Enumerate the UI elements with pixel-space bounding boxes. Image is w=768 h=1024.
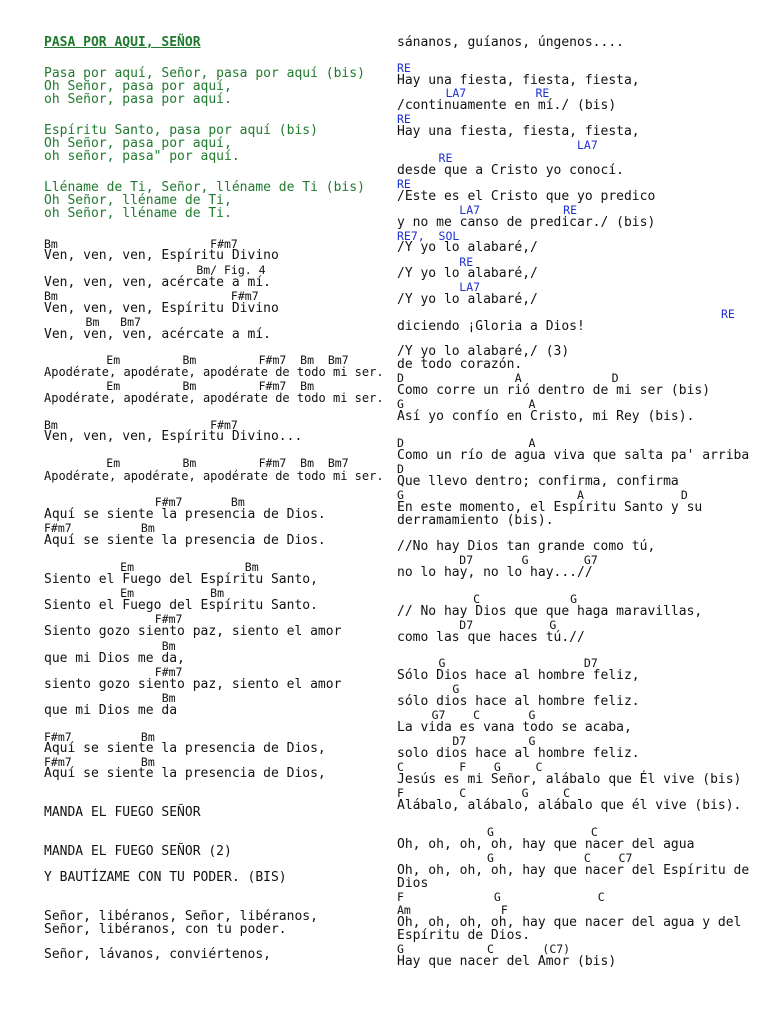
chord-line: D7 G: [397, 618, 557, 632]
chord-line: G C: [397, 825, 598, 839]
lyric-line: no lo hay, no lo hay...//: [397, 565, 593, 580]
chord-line: Bm: [44, 639, 176, 653]
chord-line: Am F: [397, 903, 508, 917]
chord-line: F#m7 Bm: [44, 495, 245, 509]
chord-line: Em Bm F#m7 Bm Bm7: [44, 456, 349, 470]
section-heading: MANDA EL FUEGO SEÑOR: [44, 805, 201, 820]
lyric-line: Sólo Dios hace al hombre feliz,: [397, 668, 640, 683]
chord-line: Em Bm: [44, 560, 259, 574]
lyric-line: Como corre un rió dentro de mi ser (bis): [397, 383, 711, 398]
chord-line: Bm Bm7: [44, 315, 141, 329]
section-heading: Y BAUTÍZAME CON TU PODER. (BIS): [44, 870, 287, 885]
chord-line: RE: [721, 307, 735, 321]
lyric-line: Ven, ven, ven, acércate a mí.: [44, 327, 271, 342]
lyric-line: /Y yo lo alabaré,/: [397, 266, 538, 281]
chord-line: F G C: [397, 890, 605, 904]
lyric-line: oh señor, pasa" por aquí.: [44, 149, 240, 164]
chord-line: Bm F#m7: [44, 418, 238, 432]
lyric-line: // No hay Dios que que haga maravillas,: [397, 604, 703, 619]
lyric-line: Hay una fiesta, fiesta, fiesta,: [397, 124, 640, 139]
lyric-line: Oh Señor, pasa por aquí,: [44, 136, 232, 151]
chord-line: RE: [397, 151, 453, 165]
lyric-line: Apodérate, apodérate, apodérate de todo mi ser.: [44, 391, 384, 405]
lyric-line: Espíritu Santo, pasa por aquí (bis): [44, 123, 318, 138]
lyric-line: En este momento, el Espíritu Santo y su: [397, 500, 703, 515]
chord-line: F C G C: [397, 786, 571, 800]
lyric-line: Ven, ven, ven, Espíritu Divino...: [44, 429, 303, 444]
lyric-line: Alábalo, alábalo, alábalo que él vive (bis).: [397, 798, 742, 813]
chord-line: LA7: [397, 138, 598, 152]
lyric-line: Oh Señor, lléname de Ti,: [44, 193, 232, 208]
lyric-line: Señor, libéranos, Señor, libéranos,: [44, 909, 318, 924]
chord-line: Em Bm: [44, 586, 225, 600]
chord-line: G D7: [397, 656, 598, 670]
lyric-line: Siento el Fuego del Espíritu Santo,: [44, 572, 318, 587]
chord-line: F#m7 Bm: [44, 521, 155, 535]
chord-line: D A D: [397, 371, 619, 385]
chord-line: C F G C: [397, 760, 543, 774]
chord-line: G C (C7): [397, 942, 571, 956]
chord-line: C G: [397, 592, 578, 606]
lyric-line: Ven, ven, ven, Espíritu Divino: [44, 301, 279, 316]
lyric-line: y no me canso de predicar./ (bis): [397, 215, 656, 230]
lyric-line: Lléname de Ti, Señor, lléname de Ti (bis): [44, 180, 365, 195]
lyric-line: Oh Señor, pasa por aquí,: [44, 79, 232, 94]
chord-line: LA7: [397, 280, 481, 294]
chord-line: Bm/ Fig. 4: [44, 263, 266, 277]
lyric-line: como las que haces tú.//: [397, 630, 585, 645]
lyric-line: Oh, oh, oh, oh, hay que nacer del agua y del: [397, 915, 742, 930]
chord-line: Bm F#m7: [44, 289, 259, 303]
lyric-line: oh Señor, lléname de Ti.: [44, 206, 232, 221]
chord-line: G: [397, 682, 460, 696]
lyric-line: Señor, libéranos, con tu poder.: [44, 922, 287, 937]
lyric-line: Que llevo dentro; confirma, confirma: [397, 474, 679, 489]
song-title: PASA POR AQUI, SEÑOR: [44, 35, 201, 50]
lyric-line: Oh, oh, oh, oh, hay que nacer del agua: [397, 837, 695, 852]
chord-line: G A D: [397, 488, 688, 502]
lyric-line: Ven, ven, ven, Espíritu Divino: [44, 248, 279, 263]
lyric-line: solo dios hace al hombre feliz.: [397, 746, 640, 761]
lyric-line: Señor, lávanos, conviértenos,: [44, 947, 271, 962]
lyric-line: /continuamente en mí./ (bis): [397, 98, 617, 113]
chord-line: G7 C G: [397, 708, 536, 722]
lyric-line: Aquí se siente la presencia de Dios.: [44, 507, 326, 522]
chord-line: LA7 RE: [397, 203, 578, 217]
chord-line: RE7, SOL: [397, 229, 460, 243]
lyric-line: que mi Dios me da: [44, 703, 178, 718]
chord-line: D7 G: [397, 734, 536, 748]
chord-line: Em Bm F#m7 Bm Bm7: [44, 353, 349, 367]
lyric-line: Siento gozo siento paz, siento el amor: [44, 624, 342, 639]
lyric-line: diciendo ¡Gloria a Dios!: [397, 319, 585, 334]
lyric-line: Aquí se siente la presencia de Dios.: [44, 533, 326, 548]
lyric-line: La vida es vana todo se acaba,: [397, 720, 632, 735]
lyric-line: //No hay Dios tan grande como tú,: [397, 539, 656, 554]
lyric-line: /Y yo lo alabaré,/: [397, 292, 538, 307]
chord-line: RE: [397, 61, 411, 75]
lyric-line: que mi Dios me da,: [44, 651, 185, 666]
chord-line: LA7 RE: [397, 86, 550, 100]
lyric-line: /Este es el Cristo que yo predico: [397, 189, 656, 204]
chord-line: G C C7: [397, 851, 633, 865]
lyric-line: Pasa por aquí, Señor, pasa por aquí (bis): [44, 66, 365, 81]
lyric-line: /Y yo lo alabaré,/: [397, 240, 538, 255]
lyric-line: derramamiento (bis).: [397, 513, 554, 528]
lyric-line: desde que a Cristo yo conocí.: [397, 163, 624, 178]
chord-line: D7 G G7: [397, 553, 598, 567]
lyric-line: Dios: [397, 876, 429, 891]
lyric-line: siento gozo siento paz, siento el amor: [44, 677, 342, 692]
section-heading: MANDA EL FUEGO SEÑOR (2): [44, 844, 232, 859]
chord-line: F#m7: [44, 665, 183, 679]
lyric-line: Aquí se siente la presencia de Dios,: [44, 766, 326, 781]
chord-line: G A: [397, 397, 536, 411]
lyric-line: Aquí se siente la presencia de Dios,: [44, 741, 326, 756]
lyric-line: Hay una fiesta, fiesta, fiesta,: [397, 73, 640, 88]
chord-line: F#m7 Bm: [44, 730, 155, 744]
lyric-line: Apodérate, apodérate, apodérate de todo mi ser.: [44, 469, 384, 483]
lyric-line: Oh, oh, oh, oh, hay que nacer del Espíritu de: [397, 863, 750, 878]
lyric-line: Espíritu de Dios.: [397, 928, 531, 943]
lyric-line: Siento el Fuego del Espíritu Santo.: [44, 598, 318, 613]
lyric-line: Como un río de agua viva que salta pa' arriba: [397, 448, 750, 463]
chord-line: RE: [397, 255, 474, 269]
lyric-line: de todo corazón.: [397, 357, 523, 372]
lyric-line: oh Señor, pasa por aquí.: [44, 92, 232, 107]
lyric-line: Jesús es mi Señor, alábalo que Él vive (bis): [397, 772, 742, 787]
chord-line: Em Bm F#m7 Bm: [44, 379, 315, 393]
chord-line: RE: [397, 177, 411, 191]
chord-line: F#m7 Bm: [44, 755, 155, 769]
lyric-line: Hay que nacer del Amor (bis): [397, 954, 617, 969]
lyric-line: Apodérate, apodérate, apodérate de todo mi ser.: [44, 365, 384, 379]
lyric-line: sólo dios hace al hombre feliz.: [397, 694, 640, 709]
lyric-line: Ven, ven, ven, acércate a mí.: [44, 275, 271, 290]
chord-line: F#m7: [44, 612, 183, 626]
chord-line: D: [397, 462, 404, 476]
chord-line: Bm F#m7: [44, 237, 238, 251]
chord-line: RE: [397, 112, 411, 126]
chord-line: D A: [397, 436, 536, 450]
lyric-line: sánanos, guíanos, úngenos....: [397, 35, 624, 50]
chord-line: Bm: [44, 691, 176, 705]
lyric-line: Así yo confío en Cristo, mi Rey (bis).: [397, 409, 695, 424]
lyric-line: /Y yo lo alabaré,/ (3): [397, 344, 570, 359]
